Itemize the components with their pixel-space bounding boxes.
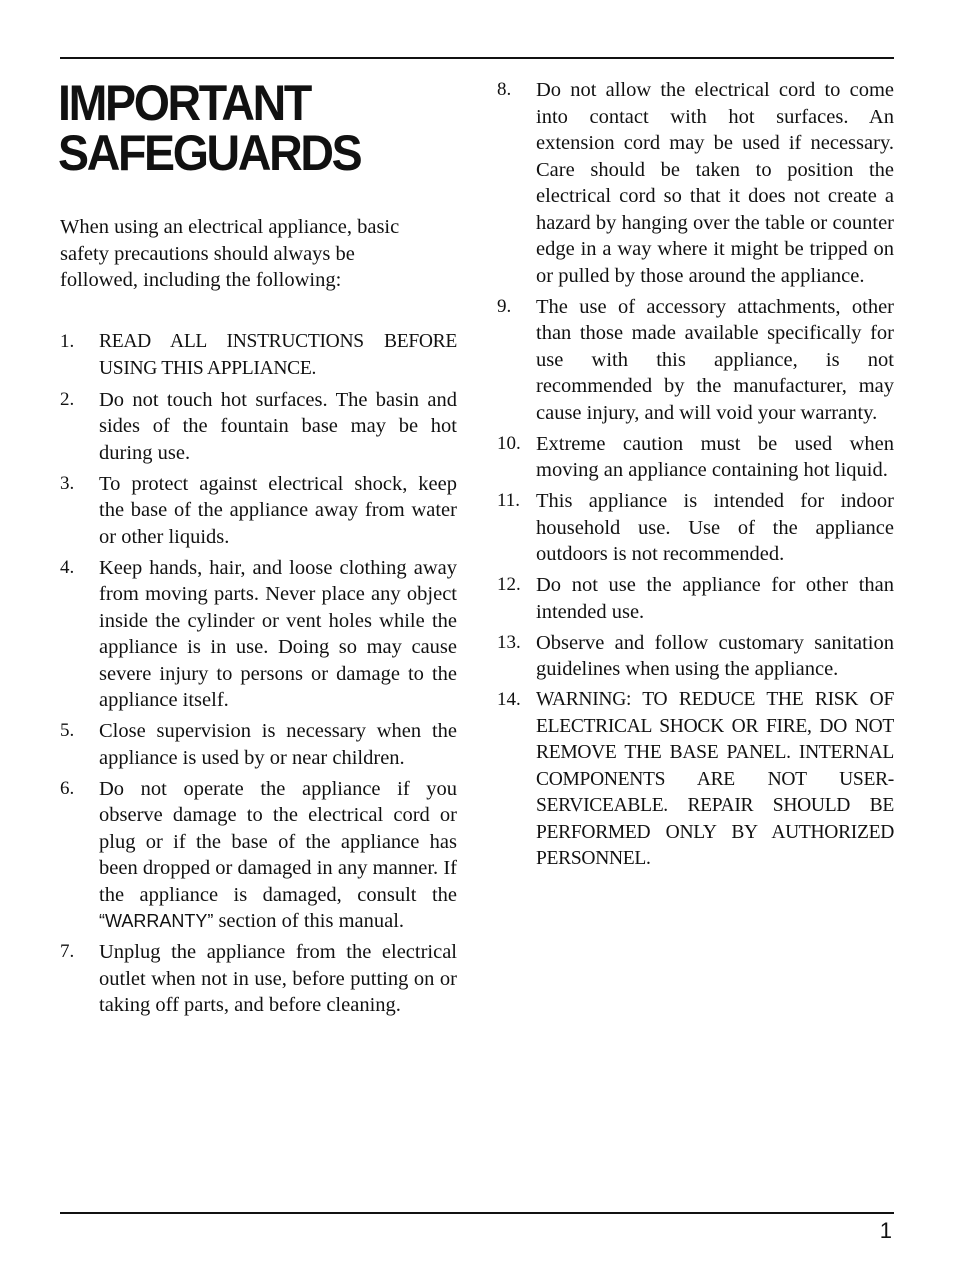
page-number: 1 bbox=[879, 1218, 892, 1243]
item-number: 1. bbox=[60, 331, 75, 352]
item-text: This appliance is intended for indoor household use. Use of the appliance outdoors is not recommended. bbox=[536, 490, 894, 565]
page-title-line-2: SAFEGUARDS bbox=[58, 125, 361, 181]
item-number: 10. bbox=[497, 432, 521, 454]
safeguard-item-10 bbox=[497, 431, 894, 484]
item-text bbox=[99, 776, 457, 935]
safeguard-item-9 bbox=[497, 294, 894, 427]
warranty-reference: “WARRANTY” bbox=[99, 911, 214, 931]
safeguard-item-12 bbox=[497, 572, 894, 625]
item-text: The use of accessory attachments, other than those made available specifically for use with this appliance, is not recommended by the manufacturer, may cause injury, and will void your warranty. bbox=[536, 295, 894, 424]
safeguard-item-6 bbox=[60, 776, 457, 935]
item-text: Close supervision is necessary when the appliance is used by or near children. bbox=[99, 720, 457, 769]
safeguard-item-13 bbox=[497, 630, 894, 683]
item-text: Extreme caution must be used when moving an appliance containing hot liquid. bbox=[536, 432, 894, 481]
item-text: Unplug the appliance from the electrical outlet when not in use, before putting on or taking off parts, and before cleaning. bbox=[99, 941, 457, 1016]
item-number: 12. bbox=[497, 574, 521, 595]
item-text: Observe and follow customary sanitation guidelines when using the appliance. bbox=[536, 631, 894, 680]
item-number: 2. bbox=[60, 388, 75, 410]
item-text: Keep hands, hair, and loose clothing away from moving parts. Never place any object inside the cylinder or vent holes while the appliance is in use. Doing so may cause severe injury to persons or damage to the appliance itself. bbox=[99, 556, 457, 711]
item-text: Do not touch hot surfaces. The basin and sides of the fountain base may be hot during use. bbox=[99, 388, 457, 464]
safeguard-item-14 bbox=[497, 687, 894, 873]
item-number: 7. bbox=[60, 941, 75, 962]
item-number: 14. bbox=[497, 689, 521, 710]
bottom-rule bbox=[60, 1212, 894, 1214]
item-text: READ ALL INSTRUCTIONS BEFORE USING THIS APPLIANCE. bbox=[99, 331, 457, 379]
item-number: 11. bbox=[497, 490, 521, 511]
safeguard-item-7 bbox=[60, 939, 457, 1019]
item-number: 6. bbox=[60, 777, 75, 799]
page-title bbox=[58, 75, 430, 181]
safeguard-item-3 bbox=[60, 471, 457, 551]
page-title-line-1: IMPORTANT bbox=[58, 75, 311, 131]
item-number: 4. bbox=[60, 556, 75, 578]
item-number: 5. bbox=[60, 720, 75, 741]
safeguard-item-1 bbox=[60, 329, 457, 382]
item-text-before: Do not operate the appliance if you observe damage to the electrical cord or plug or if the base of the appliance has been dropped or damaged in any manner. If the appliance is damaged, consult the bbox=[99, 777, 457, 906]
safeguards-list-left bbox=[60, 329, 457, 1023]
item-number: 13. bbox=[497, 631, 521, 653]
safeguard-item-5 bbox=[60, 718, 457, 771]
item-text: Do not allow the electrical cord to come into contact with hot surfaces. An extension cord may be used if necessary. Care should be taken to position the electrical cord so that it does not create a hazard by hanging over the table or counter edge in a way where it might be tripped on or pulled by those around the appliance. bbox=[536, 79, 894, 287]
top-rule bbox=[60, 57, 894, 59]
item-text: WARNING: TO REDUCE THE RISK OF ELECTRICAL SHOCK OR FIRE, DO NOT REMOVE THE BASE PANEL. INTERNAL COMPONENTS ARE NOT USER-SERVICEABLE. REPAIR SHOULD BE PERFORMED ONLY BY AUTHORIZED PERSONNEL. bbox=[536, 689, 894, 869]
safeguard-item-4 bbox=[60, 555, 457, 714]
safeguards-list-right bbox=[497, 77, 894, 877]
item-number: 9. bbox=[497, 295, 512, 317]
item-text: To protect against electrical shock, keep the base of the appliance away from water or other liquids. bbox=[99, 472, 457, 548]
item-number: 3. bbox=[60, 472, 75, 494]
intro-paragraph: When using an electrical appliance, basic safety precautions should always be followed, including the following: bbox=[60, 216, 400, 291]
safeguard-item-2 bbox=[60, 387, 457, 467]
item-number: 8. bbox=[497, 79, 512, 100]
safeguard-item-11 bbox=[497, 488, 894, 568]
safeguard-item-8 bbox=[497, 77, 894, 289]
item-text-after: section of this manual. bbox=[213, 910, 405, 932]
item-text: Do not use the appliance for other than intended use. bbox=[536, 574, 894, 623]
